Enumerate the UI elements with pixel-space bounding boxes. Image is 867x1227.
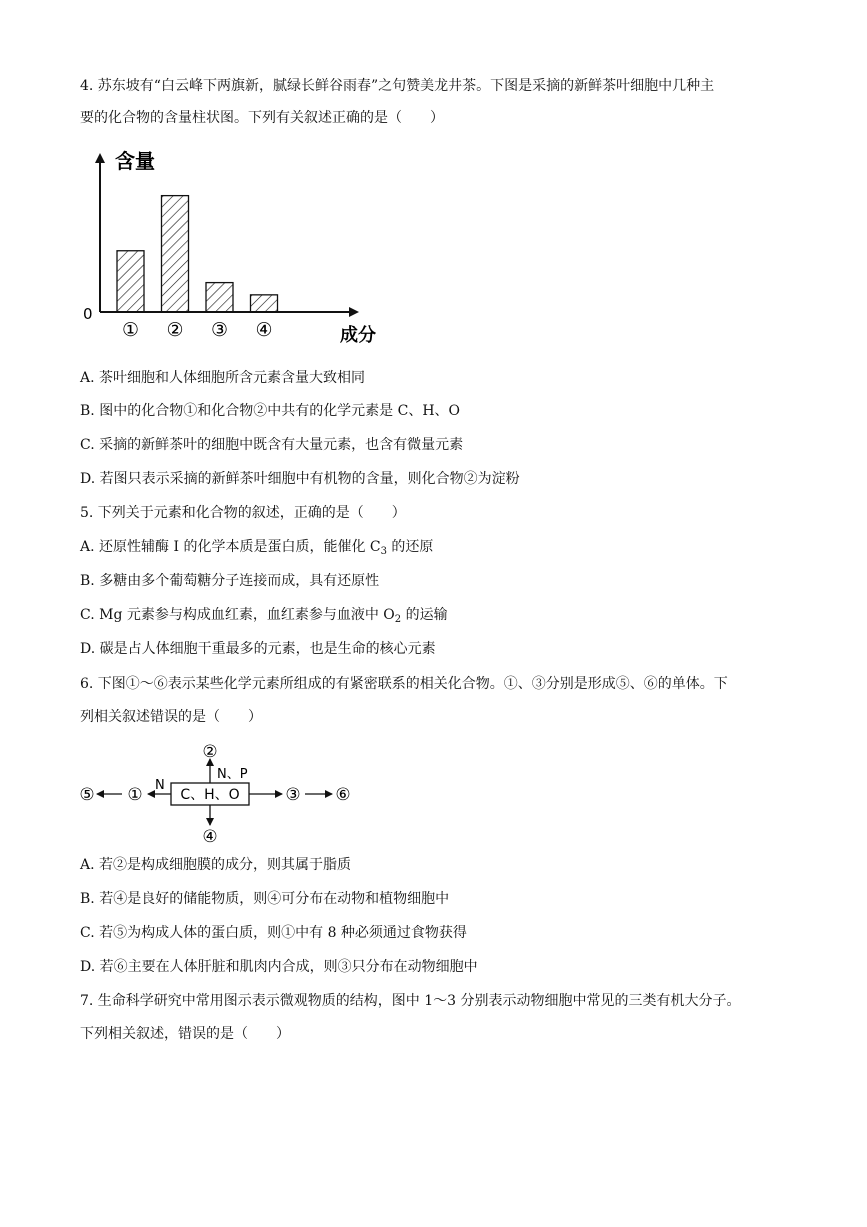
- q7-stem-line1: 7. 生命科学研究中常用图示表示微观物质的结构，图中 1～3 分别表示动物细胞中常见的三类有机大分子。: [80, 993, 741, 1009]
- q5-stem: 5. 下列关于元素和化合物的叙述，正确的是（ ）: [80, 505, 406, 521]
- category-label-4: ④: [255, 319, 273, 341]
- origin-label: 0: [83, 305, 93, 323]
- q5-option-a: A. 还原性辅酶 Ⅰ 的化学本质是蛋白质，能催化 $C_3$ 的还原: [80, 539, 434, 557]
- q4-option-d: D. 若图只表示采摘的新鲜茶叶细胞中有机物的含量，则化合物②为淀粉: [80, 471, 520, 487]
- q6-option-b: B. 若④是良好的储能物质，则④可分布在动物和植物细胞中: [80, 891, 450, 907]
- category-label-3: ③: [210, 319, 229, 341]
- q7-stem-line2: 下列相关叙述，错误的是（ ）: [80, 1026, 290, 1042]
- category-label-2: ②: [166, 319, 184, 341]
- y-axis-label: 含量: [115, 149, 155, 173]
- x-axis-label: 成分: [340, 325, 376, 346]
- q4-bar-chart: [75, 145, 395, 350]
- q6-option-a: A. 若②是构成细胞膜的成分，则其属于脂质: [80, 857, 352, 873]
- q6-relation-diagram: [75, 738, 375, 846]
- node-4: ④: [202, 827, 218, 846]
- left-arrow-label: N: [155, 778, 165, 793]
- q4-stem-line1: 4. 苏东坡有“白云峰下两旗新，腻绿长鲜谷雨春”之句赞美龙井茶。下图是采摘的新鲜茶叶细胞中几种主: [80, 78, 715, 94]
- q6-option-d: D. 若⑥主要在人体肝脏和肌肉内合成，则③只分布在动物细胞中: [80, 959, 478, 975]
- q5-option-b: B. 多糖由多个葡萄糖分子连接而成，具有还原性: [80, 573, 380, 589]
- q6-option-c: C. 若⑤为构成人体的蛋白质，则①中有 8 种必须通过食物获得: [80, 925, 467, 941]
- q5-option-c: C. Mg 元素参与构成血红素，血红素参与血液中 $O_2$ 的运输: [80, 607, 448, 625]
- q4-stem-line2: 要的化合物的含量柱状图。下列有关叙述正确的是（ ）: [80, 110, 444, 126]
- node-2: ②: [202, 742, 218, 762]
- q4-option-a: A. 茶叶细胞和人体细胞所含元素含量大致相同: [80, 370, 366, 386]
- node-5: ⑤: [79, 785, 95, 805]
- q6-stem-line1: 6. 下图①～⑥表示某些化学元素所组成的有紧密联系的相关化合物。①、③分别是形成⑤、⑥的单体。下: [80, 676, 728, 692]
- bar-3: [206, 283, 233, 312]
- q6-stem-line2: 列相关叙述错误的是（ ）: [80, 709, 262, 725]
- bar-2: [162, 196, 189, 312]
- top-arrow-label: N、P: [217, 767, 248, 782]
- center-elements: C、H、O: [180, 787, 240, 803]
- node-1: ①: [127, 785, 143, 805]
- q4-option-c: C. 采摘的新鲜茶叶的细胞中既含有大量元素，也含有微量元素: [80, 437, 464, 453]
- node-6: ⑥: [335, 785, 351, 805]
- q4-option-b: B. 图中的化合物①和化合物②中共有的化学元素是 C、H、O: [80, 403, 461, 419]
- q5-option-d: D. 碳是占人体细胞干重最多的元素，也是生命的核心元素: [80, 641, 436, 657]
- bar-4: [251, 295, 278, 312]
- category-label-1: ①: [121, 319, 140, 341]
- bar-1: [117, 251, 144, 312]
- node-3: ③: [285, 785, 301, 805]
